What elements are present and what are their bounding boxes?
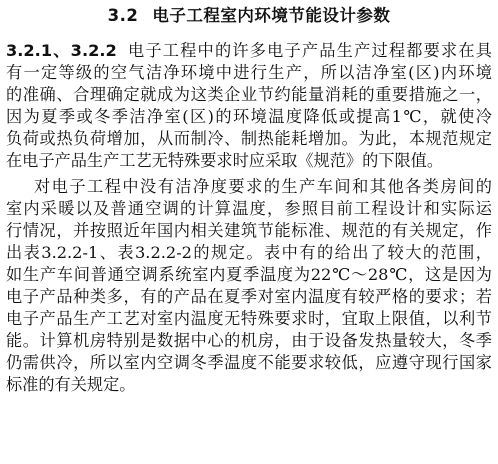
paragraph-line: 电子产品生产工艺对室内温度无特殊要求时，宜取上限值，以利节: [6, 309, 492, 328]
paragraph-line: 出表3.2.2-1、表3.2.2-2的规定。表中有的给出了较大的范围，: [6, 243, 492, 262]
paragraph-line: 标准的有关规定。: [6, 375, 136, 394]
paragraph-line: 电子产品种类多，有的产品在夏季对室内温度有较严格的要求；若: [6, 287, 492, 306]
section-number: 3.2: [107, 6, 139, 25]
paragraph-line: 因为夏季或冬季洁净室(区)的环境温度降低或提高1℃，就使冷: [6, 107, 492, 126]
paragraph-line: 能。计算机房特别是数据中心的机房，由于设备发热量较大，冬季: [6, 331, 492, 350]
paragraph-line: 在电子产品生产工艺无特殊要求时应采取《规范》的下限值。: [6, 151, 444, 170]
paragraph-line: 3.2.1、3.2.2 电子工程中的许多电子产品生产过程都要求在具: [6, 41, 492, 60]
section-title: 电子工程室内环境节能设计参数: [152, 6, 391, 25]
paragraph-line: 对电子工程中没有洁净度要求的生产车间和其他各类房间的: [34, 177, 492, 196]
clause-reference: 3.2.1、3.2.2: [6, 41, 117, 60]
paragraph-line: 的准确、合理确定就成为这类企业节约能量消耗的重要措施之一，: [6, 85, 492, 104]
paragraph-line: 负荷或热负荷增加，从而制冷、制热能耗增加。为此，本规范规定: [6, 129, 492, 148]
paragraph-line: 仍需供冷，所以室内空调冬季温度不能要求较低，应遵守现行国家: [6, 353, 492, 372]
paragraph-line: 有一定等级的空气洁净环境中进行生产，所以洁净室(区)内环境: [6, 63, 492, 82]
paragraph-line: 行情况，并按照近年国内相关建筑节能标准、规范的有关规定，作: [6, 221, 492, 240]
section-heading: [0, 4, 498, 28]
paragraph-line: 室内采暖以及普通空调的计算温度，参照目前工程设计和实际运: [6, 199, 492, 218]
paragraph-line: 如生产车间普通空调系统室内夏季温度为22℃～28℃，这是因为: [6, 265, 492, 284]
